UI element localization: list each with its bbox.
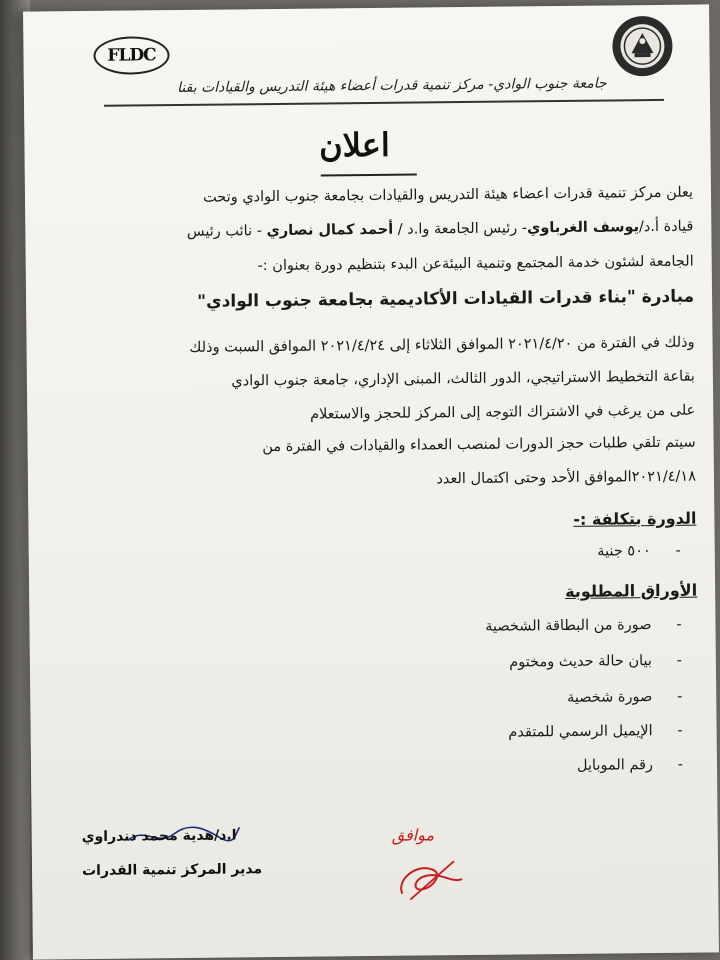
fldc-logo: FLDC: [93, 36, 169, 75]
approval-note: موافق: [391, 825, 435, 845]
title-underline: [321, 174, 417, 177]
body-line-3: الجامعة لشئون خدمة المجتمع وتنمية البيئةعن البدء بتنظيم دورة بعنوان :-: [257, 253, 694, 275]
list-item: [508, 722, 683, 741]
body-line-2: [187, 219, 694, 240]
list-item: [566, 688, 683, 706]
list-item-text: الإيميل الرسمي للمتقدم: [508, 723, 653, 741]
body-line-8: سيتم تلقي طلبات حجز الدورات لمنصب العمداء والقيادات في الفترة من: [262, 434, 696, 456]
university-seal-icon: [609, 13, 676, 80]
approval-signature-icon: [392, 849, 473, 906]
list-item-text: ٥٠٠ جنية: [597, 543, 651, 560]
cost-heading: الدورة بتكلفة :-: [573, 508, 697, 529]
body-line-9: ٢٠٢١/٤/١٨الموافق الأحد وحتى اكتمال العدد: [436, 468, 697, 488]
initiative-title: مبادرة "بناء قدرات القيادات الأكاديمية بجامعة جنوب الوادي": [197, 286, 695, 312]
header-divider: [104, 99, 664, 107]
list-item-text: صورة شخصية: [566, 689, 653, 706]
list-item: [597, 542, 681, 560]
list-item: [509, 652, 682, 671]
person-name: يوسف الغرباوي: [526, 219, 640, 237]
body-line-7: على من يرغب في الاشتراك التوجه إلى المركز للحجز والاستعلام: [309, 402, 696, 423]
text-segment: - نائب رئيس: [186, 223, 263, 240]
body-line-6: بقاعة التخطيط الاستراتيجي، الدور الثالث، المبنى الإداري، جامعة جنوب الوادي: [231, 368, 695, 390]
institution-header: جامعة جنوب الوادي- مركز تنمية قدرات أعضاء هيئة التدريس والقيادات بقنا: [177, 75, 607, 97]
bullet-dash: -: [676, 688, 683, 705]
list-item-text: رقم الموبايل: [576, 757, 654, 774]
list-item: [576, 756, 684, 774]
bullet-dash: -: [677, 722, 683, 739]
documents-heading: الأوراق المطلوبة: [565, 580, 698, 601]
announcement-document: [23, 4, 719, 959]
bullet-dash: -: [675, 542, 681, 559]
page-title: اعلان: [318, 125, 390, 165]
bullet-dash: -: [676, 652, 682, 669]
body-line-1: يعلن مركز تنمية قدرات اعضاء هيئة التدريس والقيادات بجامعة جنوب الوادي وتحت: [202, 184, 694, 206]
list-item: [485, 616, 682, 635]
text-segment: - رئيس الجامعة وا.د /: [397, 220, 528, 238]
bullet-dash: -: [677, 756, 684, 773]
list-item-text: بيان حالة حديث ومختوم: [509, 653, 652, 671]
bullet-dash: -: [676, 616, 682, 633]
text-segment: قيادة أ.د/: [638, 218, 694, 236]
signatory-name: ا.د/هدية محمد دندراوي: [81, 827, 237, 846]
person-name: أحمد كمال نصاري: [266, 221, 394, 240]
list-item-text: صورة من البطاقة الشخصية: [485, 617, 652, 635]
body-line-5: وذلك في الفترة من ٢٠٢١/٤/٢٠ الموافق الثلاثاء إلى ٢٠٢١/٤/٢٤ الموافق السبت وذلك: [189, 334, 695, 356]
signatory-title: مدير المركز تنمية القدرات: [81, 861, 263, 880]
